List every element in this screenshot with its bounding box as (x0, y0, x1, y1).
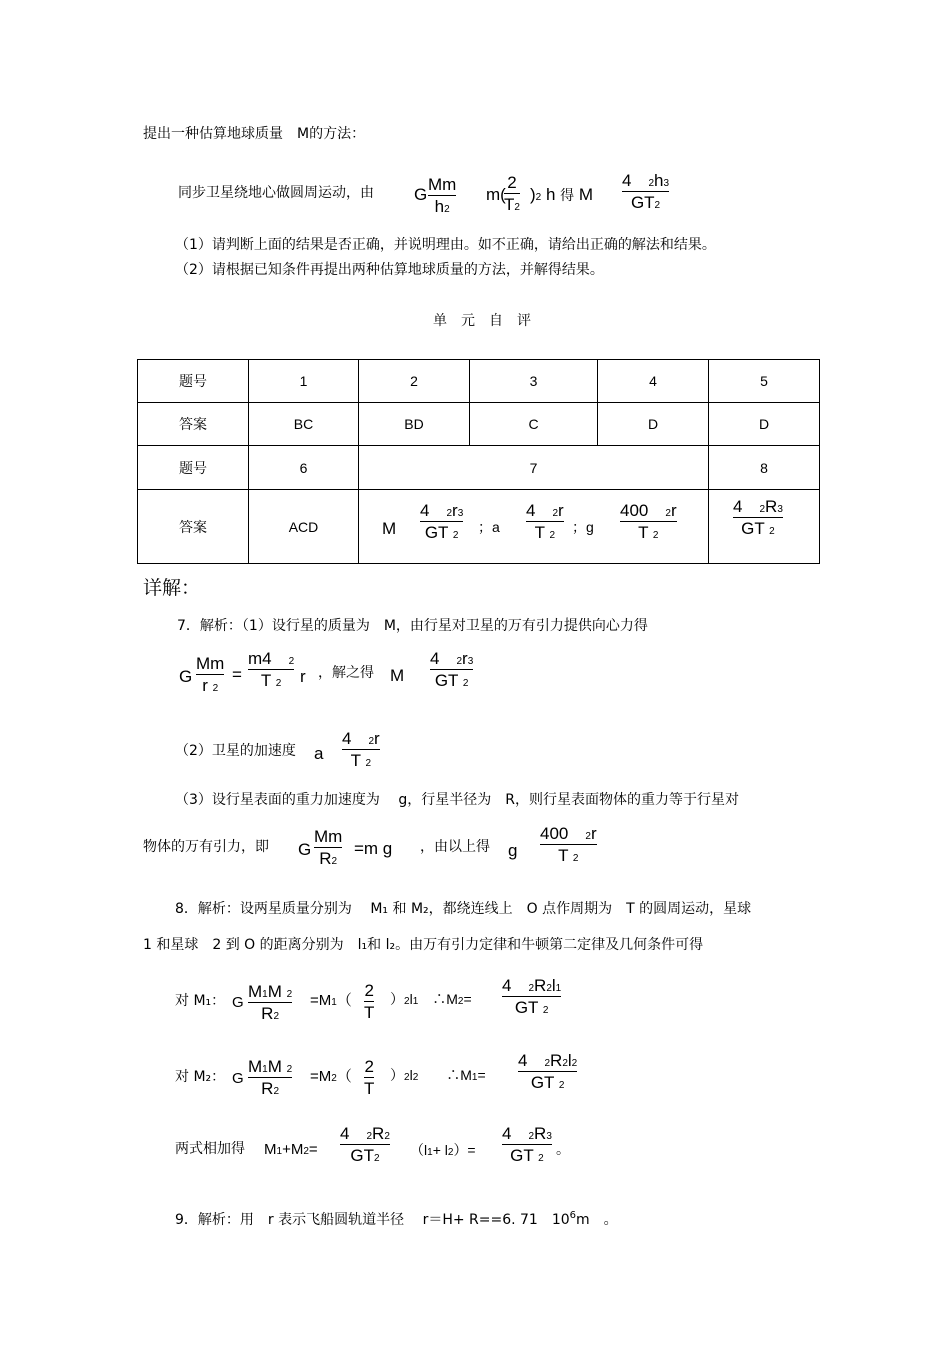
question-1: （1）请判断上面的结果是否正确，并说明理由。如不正确，请给出正确的解法和结果。 (175, 237, 716, 253)
intro-sync-text: 同步卫星绕地心做圆周运动，由 (178, 185, 374, 201)
q7-intro: 7．解析：（1）设行星的质量为 M，由行星对卫星的万有引力提供向心力得 (177, 618, 648, 634)
table-row (138, 360, 820, 403)
q7-part3c: ，由以上得 (420, 839, 490, 855)
question-2: （2）请根据已知条件再提出两种估算地球质量的方法，并解得结果。 (175, 262, 604, 278)
q9-exponent: 6 (569, 1210, 577, 1221)
cell-num: 6 (249, 446, 359, 490)
cell-num: 8 (709, 446, 820, 490)
table-row (138, 446, 820, 490)
q7-part2: （2）卫星的加速度 (175, 743, 296, 759)
cell-num: 2 (359, 360, 470, 403)
table-row (138, 403, 820, 446)
cell-answer: C (470, 403, 598, 446)
q8-sum-text: 两式相加得 (175, 1141, 245, 1157)
q7-solve-text: ，解之得 (318, 665, 374, 681)
cell-answer: BC (249, 403, 359, 446)
cell-num: 5 (709, 360, 820, 403)
cell-answer: D (598, 403, 709, 446)
q7-part3a: （3）设行星表面的重力加速度为 g，行星半径为 R，则行星表面物体的重力等于行星对 (175, 792, 739, 808)
cell-answer: ACD (249, 490, 359, 564)
q9-line (175, 1210, 618, 1228)
cell-label: 答案 (138, 403, 249, 446)
cell-label: 题号 (138, 360, 249, 403)
cell-num: 4 (598, 360, 709, 403)
q9-text: 9．解析：用 r 表示飞船圆轨道半径 r＝H+ R==6. 71 10 (175, 1212, 570, 1228)
q8-for-m2: 对 M₂： (175, 1069, 226, 1085)
q9-unit: m 。 (576, 1212, 618, 1228)
cell-answer: D (709, 403, 820, 446)
intro-line: 提出一种估算地球质量 M的方法： (143, 126, 366, 142)
explain-title: 详解： (143, 577, 201, 599)
cell-label: 题号 (138, 446, 249, 490)
q8-line1: 8．解析：设两星质量分别为 M₁ 和 M₂，都绕连线上 O 点作周期为 T 的圆周运动，星球 (175, 901, 752, 917)
unit-title: 单 元 自 评 (433, 313, 531, 329)
cell-num: 7 (359, 446, 709, 490)
cell-num: 1 (249, 360, 359, 403)
q8-line2: 1 和星球 2 到 O 的距离分别为 l₁和 l₂。由万有引力定律和牛顿第二定律及几何条件可得 (143, 937, 704, 953)
q7-part3b: 物体的万有引力，即 (143, 839, 269, 855)
cell-answer: BD (359, 403, 470, 446)
cell-label: 答案 (138, 490, 249, 564)
q8-for-m1: 对 M₁： (175, 993, 226, 1009)
cell-num: 3 (470, 360, 598, 403)
